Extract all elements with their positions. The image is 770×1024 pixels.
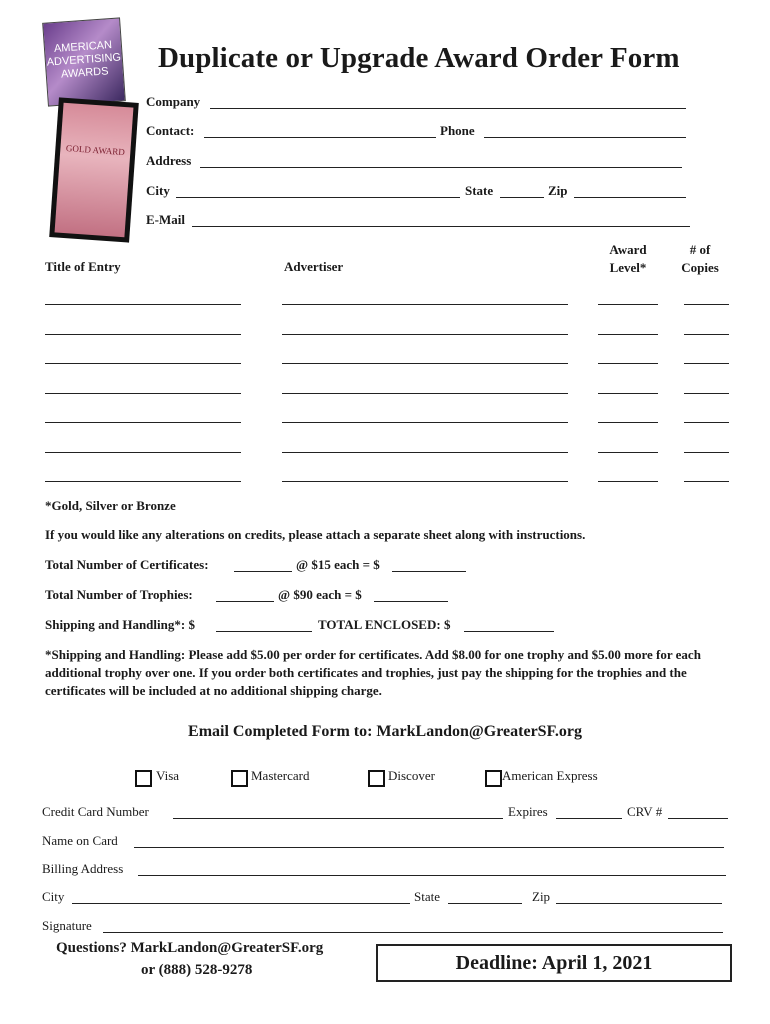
name-on-card-label: Name on Card [42,833,118,848]
logo-banner-text: AMERICAN ADVERTISING AWARDS [46,39,122,81]
title-of-entry-field[interactable] [45,393,241,394]
billing-address-field[interactable] [138,875,726,876]
contact-label: Contact: [146,123,195,138]
trophies-price-label: @ $90 each = $ [278,587,362,602]
billing-city-label: City [42,889,65,904]
title-of-entry-field[interactable] [45,452,241,453]
company-label: Company [146,94,201,109]
advertiser-field[interactable] [282,363,568,364]
visa-label: Visa [156,768,180,783]
title-of-entry-field[interactable] [45,304,241,305]
trophies-count-field[interactable] [216,601,274,602]
company-field[interactable] [210,108,686,109]
card-number-label: Credit Card Number [42,804,149,819]
state-field[interactable] [500,197,544,198]
column-advertiser: Advertiser [284,259,344,274]
award-levels-note: *Gold, Silver or Bronze [45,498,176,513]
award-level-field[interactable] [598,452,658,453]
advertiser-field[interactable] [282,334,568,335]
address-field[interactable] [200,167,682,168]
logo-banner [42,17,126,106]
trophies-label: Total Number of Trophies: [45,587,193,602]
column-award-level: Award Level* [609,242,647,275]
certificates-amount-field[interactable] [392,571,466,572]
logo-card [49,97,139,242]
questions-line-2: or (888) 528-9278 [141,962,253,978]
email-label: E-Mail [146,212,185,227]
contact-field[interactable] [204,137,436,138]
certificates-count-field[interactable] [234,571,292,572]
copies-field[interactable] [684,481,729,482]
american-express-checkbox[interactable] [485,770,502,787]
award-level-field[interactable] [598,393,658,394]
billing-state-field[interactable] [448,903,522,904]
signature-label: Signature [42,918,92,933]
name-on-card-field[interactable] [134,847,724,848]
page-title: Duplicate or Upgrade Award Order Form [158,42,680,74]
mastercard-label: Mastercard [251,768,310,783]
copies-field[interactable] [684,393,729,394]
copies-field[interactable] [684,334,729,335]
copies-field[interactable] [684,304,729,305]
advertiser-field[interactable] [282,452,568,453]
visa-checkbox[interactable] [135,770,152,787]
billing-address-label: Billing Address [42,861,124,876]
expires-label: Expires [508,804,548,819]
award-level-field[interactable] [598,304,658,305]
billing-zip-label: Zip [532,889,551,904]
deadline-box [376,944,732,982]
card-number-field[interactable] [173,818,503,819]
award-level-field[interactable] [598,422,658,423]
copies-field[interactable] [684,363,729,364]
copies-field[interactable] [684,422,729,423]
state-label: State [465,183,494,198]
zip-field[interactable] [574,197,686,198]
city-label: City [146,183,170,198]
discover-checkbox[interactable] [368,770,385,787]
certificates-price-label: @ $15 each = $ [296,557,380,572]
mastercard-checkbox[interactable] [231,770,248,787]
copies-field[interactable] [684,452,729,453]
email-instruction: Email Completed Form to: MarkLandon@GreaterSF.org [188,723,582,740]
phone-field[interactable] [484,137,686,138]
alterations-note: If you would like any alterations on credits, please attach a separate sheet along with instructions. [45,527,586,542]
shipping-note: *Shipping and Handling: Please add $5.00 per order for certificates. Add $8.00 for one trophy and $5.00 more for each additional trophy over one. If you order both certificates and trophies, just pay the shipping for the trophies and the certificates will be included at no additional shipping charge. [45,647,701,698]
award-level-field[interactable] [598,363,658,364]
crv-field[interactable] [668,818,728,819]
zip-label: Zip [548,183,568,198]
award-logo-image [42,20,140,240]
advertiser-field[interactable] [282,422,568,423]
email-field[interactable] [192,226,690,227]
advertiser-field[interactable] [282,393,568,394]
certificates-label: Total Number of Certificates: [45,557,209,572]
crv-label: CRV # [627,804,663,819]
award-level-field[interactable] [598,481,658,482]
title-of-entry-field[interactable] [45,481,241,482]
shipping-label: Shipping and Handling*: $ [45,617,195,632]
billing-city-field[interactable] [72,903,410,904]
phone-label: Phone [440,123,475,138]
address-label: Address [146,153,192,168]
american-express-label: American Express [502,768,598,783]
questions-line-1: Questions? MarkLandon@GreaterSF.org [56,940,324,956]
advertiser-field[interactable] [282,304,568,305]
column-title-of-entry: Title of Entry [45,259,121,274]
column-copies: # of Copies [681,242,719,275]
logo-card-text: GOLD AWARD [65,143,126,158]
billing-zip-field[interactable] [556,903,722,904]
advertiser-field[interactable] [282,481,568,482]
signature-field[interactable] [103,932,723,933]
city-field[interactable] [176,197,460,198]
deadline-text: Deadline: April 1, 2021 [455,952,653,974]
title-of-entry-field[interactable] [45,363,241,364]
award-level-field[interactable] [598,334,658,335]
shipping-amount-field[interactable] [216,631,312,632]
title-of-entry-field[interactable] [45,334,241,335]
title-of-entry-field[interactable] [45,422,241,423]
total-enclosed-label: TOTAL ENCLOSED: $ [318,617,451,632]
total-enclosed-field[interactable] [464,631,554,632]
billing-state-label: State [414,889,440,904]
expires-field[interactable] [556,818,622,819]
discover-label: Discover [388,768,435,783]
trophies-amount-field[interactable] [374,601,448,602]
